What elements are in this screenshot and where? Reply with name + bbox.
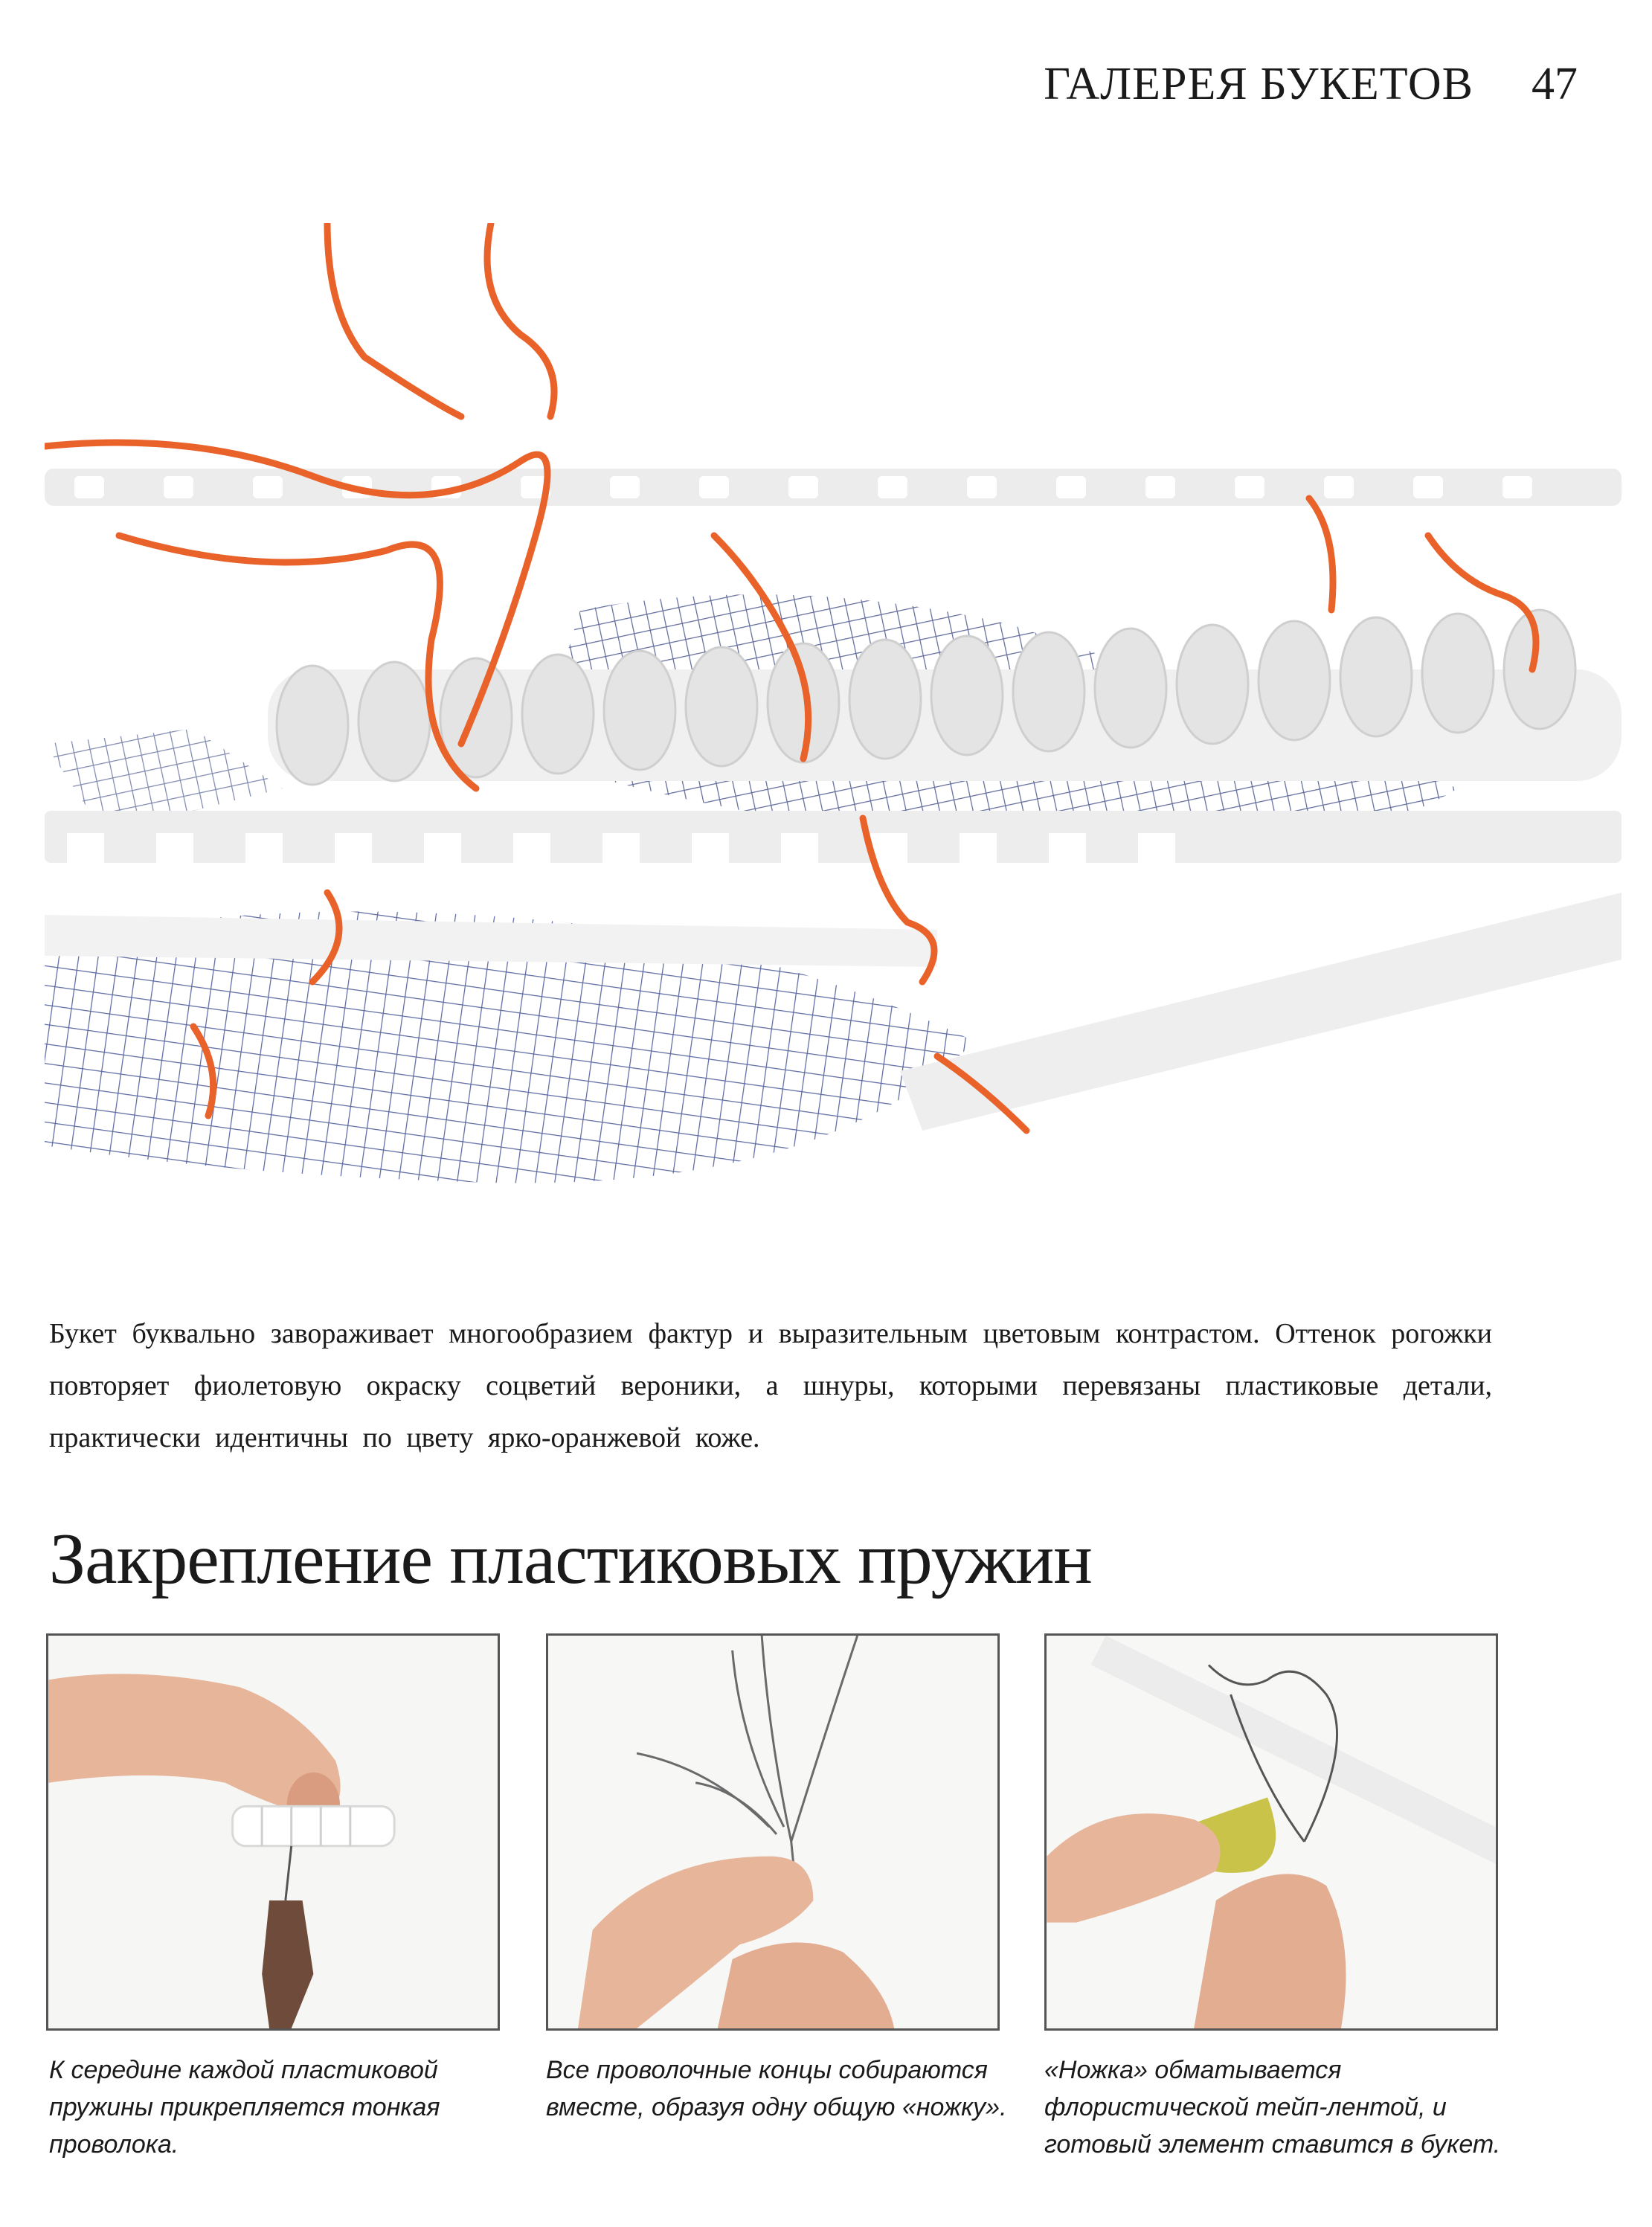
wires-bundle-illustration <box>548 1636 997 2028</box>
step-3-photo <box>1044 1633 1498 2031</box>
page-number: 47 <box>1532 59 1578 109</box>
step-1-photo <box>46 1633 500 2031</box>
step-2-photo <box>546 1633 1000 2031</box>
section-heading: Закрепление пластиковых пружин <box>49 1519 1092 1599</box>
section-title: ГАЛЕРЕЯ БУКЕТОВ <box>1044 59 1473 109</box>
running-header <box>1044 58 1578 118</box>
photo-caption: Букет буквально завораживает многообразием фактур и выразительным цветовым контрастом. Оттенок рогожки повторяет фиолетовую окраску соцветий вероники, а шнуры, которыми перевязаны пластиковые детали, практически идентичны по цвету ярко-оранжевой коже. <box>49 1318 1492 1453</box>
bouquet-photo <box>45 223 1622 1242</box>
step-1-caption: К середине каждой пластиковой пружины прикрепляется тонкая проволока. <box>49 2056 440 2159</box>
step-2-caption: Все проволочные концы собираются вместе, образуя одну общую «ножку». <box>546 2056 1007 2121</box>
hand-with-spring-illustration <box>48 1636 498 2028</box>
bouquet-illustration <box>45 223 1622 1242</box>
step-3-caption: «Ножка» обматывается флористической тейп-лентой, и готовый элемент ставится в букет. <box>1044 2056 1501 2159</box>
tape-wrapping-illustration <box>1047 1636 1496 2028</box>
